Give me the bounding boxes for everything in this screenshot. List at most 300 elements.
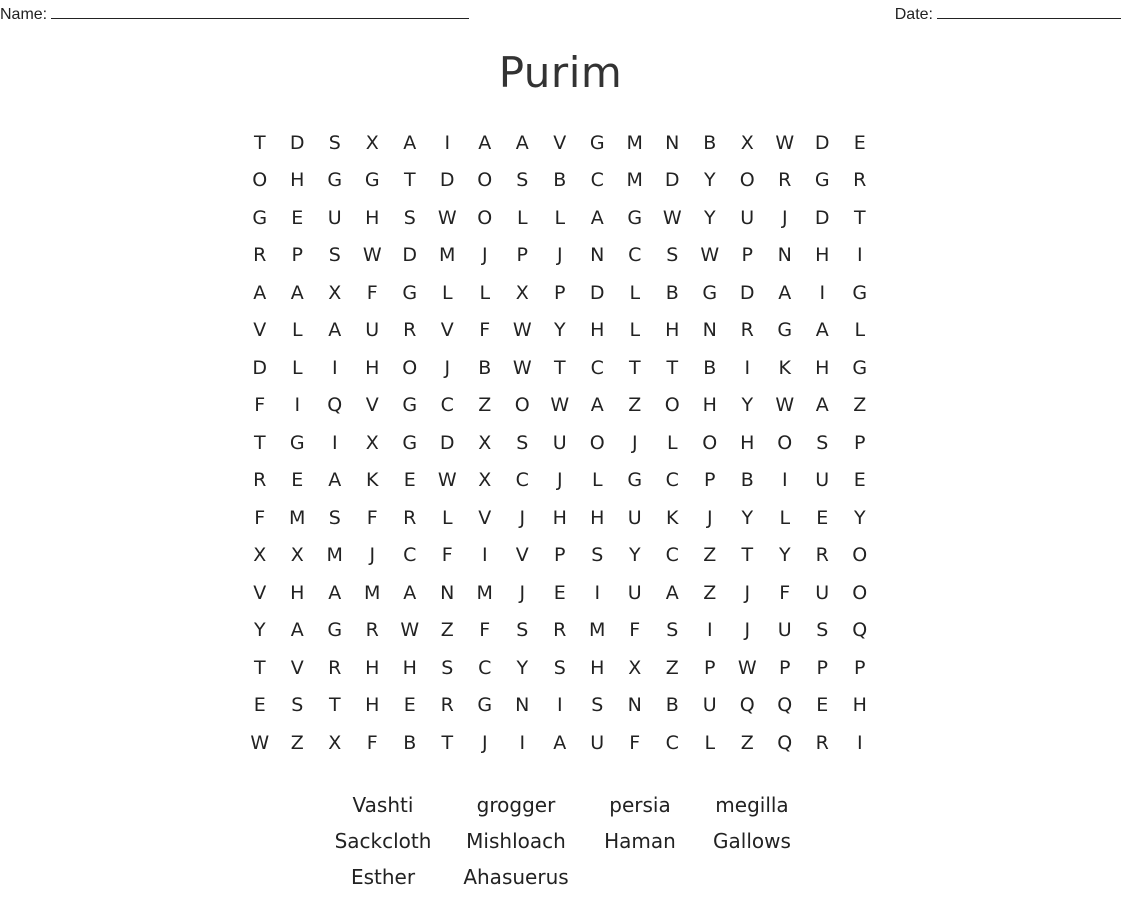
- grid-cell: F: [366, 281, 378, 304]
- grid-cell: J: [519, 581, 526, 604]
- grid-cell: M: [626, 131, 643, 154]
- word-list-item: Haman: [604, 829, 676, 853]
- grid-cell: K: [366, 469, 379, 492]
- grid-cell: K: [778, 356, 791, 379]
- grid-cell: Z: [665, 656, 679, 679]
- word-list-item: persia: [609, 793, 671, 817]
- grid-cell: J: [781, 206, 788, 229]
- grid-cell: U: [740, 206, 755, 229]
- grid-cell: G: [364, 169, 380, 192]
- grid-cell: G: [777, 319, 793, 342]
- grid-cell: S: [516, 431, 529, 454]
- grid-cell: I: [856, 244, 863, 267]
- name-blank[interactable]: [51, 4, 469, 19]
- grid-cell: I: [519, 731, 526, 754]
- grid-cell: T: [253, 656, 266, 679]
- grid-cell: J: [556, 469, 563, 492]
- grid-cell: I: [331, 431, 338, 454]
- grid-cell: N: [665, 131, 680, 154]
- grid-cell: I: [706, 619, 713, 642]
- grid-cell: R: [440, 694, 454, 717]
- grid-cell: W: [400, 619, 420, 642]
- grid-cell: E: [853, 469, 866, 492]
- grid-cell: C: [440, 394, 454, 417]
- grid-cell: D: [664, 169, 680, 192]
- grid-cell: R: [740, 319, 754, 342]
- name-label: Name:: [0, 6, 48, 23]
- grid-cell: S: [441, 656, 454, 679]
- grid-cell: Z: [478, 394, 492, 417]
- word-list-item: Esther: [350, 865, 416, 889]
- grid-cell: F: [366, 506, 378, 529]
- grid-cell: A: [553, 731, 567, 754]
- grid-cell: K: [666, 506, 679, 529]
- grid-cell: Y: [628, 544, 641, 567]
- grid-cell: W: [550, 394, 570, 417]
- grid-cell: U: [777, 619, 792, 642]
- grid-cell: P: [554, 281, 566, 304]
- grid-cell: J: [444, 356, 451, 379]
- grid-cell: J: [519, 506, 526, 529]
- grid-cell: Q: [777, 731, 793, 754]
- grid-cell: X: [478, 431, 492, 454]
- grid-cell: P: [854, 431, 866, 454]
- grid-cell: U: [365, 319, 380, 342]
- grid-cell: A: [515, 131, 529, 154]
- grid-cell: N: [440, 581, 455, 604]
- grid-cell: S: [516, 619, 529, 642]
- grid-cell: V: [253, 581, 267, 604]
- grid-cell: S: [591, 544, 604, 567]
- grid-cell: U: [815, 581, 830, 604]
- grid-cell: T: [741, 544, 754, 567]
- grid-cell: C: [515, 469, 529, 492]
- grid-cell: Z: [740, 731, 754, 754]
- grid-cell: N: [515, 694, 530, 717]
- grid-cell: S: [816, 431, 829, 454]
- grid-cell: X: [328, 731, 342, 754]
- grid-cell: A: [290, 619, 304, 642]
- grid-cell: X: [253, 544, 267, 567]
- grid-cell: I: [594, 581, 601, 604]
- grid-cell: Y: [741, 506, 754, 529]
- grid-cell: X: [365, 131, 379, 154]
- grid-cell: V: [253, 319, 267, 342]
- word-list-item: grogger: [476, 793, 556, 817]
- grid-cell: E: [816, 694, 829, 717]
- grid-cell: I: [331, 356, 338, 379]
- grid-cell: W: [362, 244, 382, 267]
- grid-cell: H: [852, 694, 867, 717]
- grid-cell: N: [627, 694, 642, 717]
- grid-cell: G: [327, 169, 343, 192]
- grid-cell: S: [666, 619, 679, 642]
- grid-cell: L: [441, 281, 453, 304]
- grid-cell: M: [289, 506, 306, 529]
- grid-cell: S: [291, 694, 304, 717]
- grid-cell: I: [819, 281, 826, 304]
- grid-cell: O: [739, 169, 755, 192]
- grid-cell: F: [254, 394, 266, 417]
- grid-cell: J: [706, 506, 713, 529]
- grid-cell: J: [369, 544, 376, 567]
- grid-cell: A: [403, 131, 417, 154]
- grid-cell: O: [402, 356, 418, 379]
- grid-cell: Q: [852, 619, 868, 642]
- date-label: Date:: [894, 6, 933, 23]
- grid-cell: V: [478, 506, 492, 529]
- grid-cell: R: [853, 169, 867, 192]
- grid-cell: T: [253, 431, 266, 454]
- grid-cell: D: [439, 431, 455, 454]
- grid-cell: P: [291, 244, 303, 267]
- grid-cell: A: [665, 581, 679, 604]
- grid-cell: R: [778, 169, 792, 192]
- grid-cell: F: [366, 731, 378, 754]
- grid-cell: V: [365, 394, 379, 417]
- grid-cell: R: [365, 619, 379, 642]
- grid-cell: D: [739, 281, 755, 304]
- grid-cell: E: [253, 694, 266, 717]
- grid-cell: H: [552, 506, 567, 529]
- grid-cell: H: [365, 656, 380, 679]
- grid-cell: P: [516, 244, 528, 267]
- grid-cell: H: [290, 169, 305, 192]
- grid-cell: J: [744, 581, 751, 604]
- grid-cell: B: [665, 694, 679, 717]
- grid-cell: J: [481, 731, 488, 754]
- grid-cell: E: [816, 506, 829, 529]
- word-list-item: Gallows: [713, 829, 791, 853]
- grid-cell: W: [700, 244, 720, 267]
- grid-cell: B: [740, 469, 754, 492]
- grid-cell: C: [478, 656, 492, 679]
- grid-cell: I: [781, 469, 788, 492]
- grid-cell: L: [554, 206, 566, 229]
- grid-cell: E: [853, 131, 866, 154]
- grid-cell: R: [553, 619, 567, 642]
- grid-cell: X: [328, 281, 342, 304]
- grid-cell: P: [704, 469, 716, 492]
- grid-cell: Y: [253, 619, 266, 642]
- grid-cell: M: [326, 544, 343, 567]
- grid-cell: H: [365, 694, 380, 717]
- grid-cell: C: [590, 356, 604, 379]
- grid-cell: L: [629, 281, 641, 304]
- grid-cell: Z: [853, 394, 867, 417]
- grid-cell: O: [252, 169, 268, 192]
- grid-cell: Q: [739, 694, 755, 717]
- grid-cell: N: [702, 319, 717, 342]
- grid-cell: T: [666, 356, 679, 379]
- grid-cell: A: [815, 319, 829, 342]
- grid-cell: L: [591, 469, 603, 492]
- grid-cell: D: [814, 131, 830, 154]
- grid-cell: F: [479, 319, 491, 342]
- grid-cell: V: [440, 319, 454, 342]
- grid-cell: G: [852, 356, 868, 379]
- grid-cell: W: [775, 131, 795, 154]
- grid-cell: Z: [628, 394, 642, 417]
- grid-cell: I: [744, 356, 751, 379]
- grid-cell: E: [403, 694, 416, 717]
- grid-cell: I: [856, 731, 863, 754]
- grid-cell: T: [403, 169, 416, 192]
- grid-cell: P: [554, 544, 566, 567]
- grid-cell: H: [815, 356, 830, 379]
- grid-cell: U: [590, 731, 605, 754]
- grid-cell: Q: [777, 694, 793, 717]
- grid-cell: T: [628, 356, 641, 379]
- puzzle-grid: [241, 124, 879, 762]
- grid-cell: W: [662, 206, 682, 229]
- grid-cell: G: [627, 206, 643, 229]
- grid-cell: A: [590, 394, 604, 417]
- grid-cell: P: [854, 656, 866, 679]
- grid-cell: Q: [327, 394, 343, 417]
- grid-cell: G: [852, 281, 868, 304]
- grid-cell: G: [252, 206, 268, 229]
- grid-cell: T: [328, 694, 341, 717]
- grid-cell: O: [514, 394, 530, 417]
- grid-cell: O: [477, 206, 493, 229]
- grid-cell: V: [553, 131, 567, 154]
- grid-cell: G: [402, 394, 418, 417]
- grid-cell: H: [590, 319, 605, 342]
- grid-cell: H: [590, 656, 605, 679]
- grid-cell: F: [479, 619, 491, 642]
- grid-cell: A: [403, 581, 417, 604]
- grid-cell: H: [740, 431, 755, 454]
- grid-cell: F: [254, 506, 266, 529]
- grid-cell: G: [589, 131, 605, 154]
- grid-cell: B: [665, 281, 679, 304]
- grid-cell: W: [512, 356, 532, 379]
- grid-cell: Y: [741, 394, 754, 417]
- grid-cell: T: [253, 131, 266, 154]
- grid-cell: A: [290, 281, 304, 304]
- grid-cell: R: [253, 244, 267, 267]
- grid-cell: G: [402, 281, 418, 304]
- grid-cell: A: [253, 281, 267, 304]
- grid-cell: Z: [290, 731, 304, 754]
- grid-cell: C: [590, 169, 604, 192]
- grid-cell: S: [328, 506, 341, 529]
- grid-cell: L: [666, 431, 678, 454]
- grid-cell: R: [328, 656, 342, 679]
- grid-cell: F: [441, 544, 453, 567]
- grid-cell: W: [512, 319, 532, 342]
- grid-cell: S: [553, 656, 566, 679]
- grid-cell: O: [589, 431, 605, 454]
- grid-cell: T: [853, 206, 866, 229]
- grid-cell: S: [328, 244, 341, 267]
- grid-cell: W: [437, 206, 457, 229]
- grid-cell: V: [290, 656, 304, 679]
- grid-cell: C: [665, 544, 679, 567]
- grid-cell: H: [815, 244, 830, 267]
- grid-cell: U: [702, 694, 717, 717]
- grid-cell: O: [852, 544, 868, 567]
- grid-cell: J: [744, 619, 751, 642]
- grid-cell: U: [327, 206, 342, 229]
- grid-cell: L: [479, 281, 491, 304]
- grid-cell: E: [553, 581, 566, 604]
- grid-cell: L: [516, 206, 528, 229]
- grid-cell: H: [702, 394, 717, 417]
- grid-cell: O: [664, 394, 680, 417]
- date-line: [895, 4, 1121, 24]
- grid-cell: Y: [516, 656, 529, 679]
- grid-cell: X: [290, 544, 304, 567]
- grid-cell: C: [665, 469, 679, 492]
- grid-cell: G: [702, 281, 718, 304]
- grid-cell: Y: [703, 206, 716, 229]
- grid-cell: C: [665, 731, 679, 754]
- grid-cell: L: [291, 356, 303, 379]
- grid-cell: B: [703, 356, 717, 379]
- page-title: Purim: [498, 48, 623, 97]
- grid-cell: E: [291, 469, 304, 492]
- grid-cell: S: [591, 694, 604, 717]
- grid-cell: W: [737, 656, 757, 679]
- grid-cell: J: [556, 244, 563, 267]
- word-list: [318, 790, 808, 898]
- grid-cell: Z: [703, 581, 717, 604]
- name-line: [0, 4, 469, 24]
- grid-cell: A: [328, 581, 342, 604]
- grid-cell: D: [814, 206, 830, 229]
- grid-cell: E: [291, 206, 304, 229]
- grid-cell: S: [403, 206, 416, 229]
- grid-cell: M: [439, 244, 456, 267]
- grid-cell: S: [666, 244, 679, 267]
- grid-cell: M: [589, 619, 606, 642]
- grid-cell: P: [779, 656, 791, 679]
- grid-cell: A: [590, 206, 604, 229]
- grid-cell: D: [589, 281, 605, 304]
- grid-cell: U: [815, 469, 830, 492]
- grid-cell: I: [481, 544, 488, 567]
- grid-cell: Z: [440, 619, 454, 642]
- grid-cell: D: [289, 131, 305, 154]
- grid-cell: I: [294, 394, 301, 417]
- grid-cell: H: [590, 506, 605, 529]
- grid-cell: Y: [778, 544, 791, 567]
- grid-cell: H: [365, 356, 380, 379]
- grid-cell: S: [516, 169, 529, 192]
- grid-cell: A: [478, 131, 492, 154]
- grid-cell: A: [328, 469, 342, 492]
- grid-cell: A: [328, 319, 342, 342]
- grid-cell: X: [515, 281, 529, 304]
- grid-cell: P: [704, 656, 716, 679]
- grid-cell: G: [289, 431, 305, 454]
- grid-cell: S: [816, 619, 829, 642]
- word-list-item: Sackcloth: [334, 829, 432, 853]
- grid-cell: P: [816, 656, 828, 679]
- grid-cell: F: [629, 731, 641, 754]
- grid-cell: M: [626, 169, 643, 192]
- grid-cell: G: [402, 431, 418, 454]
- grid-cell: M: [364, 581, 381, 604]
- grid-cell: G: [477, 694, 493, 717]
- grid-cell: X: [628, 656, 642, 679]
- grid-cell: H: [665, 319, 680, 342]
- grid-cell: R: [815, 544, 829, 567]
- grid-cell: X: [478, 469, 492, 492]
- grid-cell: U: [627, 506, 642, 529]
- grid-cell: B: [403, 731, 417, 754]
- grid-cell: I: [444, 131, 451, 154]
- word-list-item: Vashti: [352, 793, 414, 817]
- grid-cell: L: [854, 319, 866, 342]
- grid-cell: O: [852, 581, 868, 604]
- word-list-item: Mishloach: [466, 829, 566, 853]
- grid-cell: B: [553, 169, 567, 192]
- grid-cell: C: [403, 544, 417, 567]
- grid-cell: D: [439, 169, 455, 192]
- date-blank[interactable]: [937, 4, 1121, 19]
- grid-cell: L: [779, 506, 791, 529]
- grid-cell: R: [403, 319, 417, 342]
- grid-cell: W: [250, 731, 270, 754]
- grid-cell: O: [777, 431, 793, 454]
- grid-cell: X: [740, 131, 754, 154]
- grid-cell: Y: [553, 319, 566, 342]
- grid-cell: A: [778, 281, 792, 304]
- grid-cell: L: [629, 319, 641, 342]
- grid-cell: M: [476, 581, 493, 604]
- grid-cell: A: [815, 394, 829, 417]
- grid-cell: J: [631, 431, 638, 454]
- grid-cell: Y: [853, 506, 866, 529]
- grid-cell: G: [627, 469, 643, 492]
- grid-cell: L: [704, 731, 716, 754]
- grid-cell: O: [477, 169, 493, 192]
- grid-cell: S: [328, 131, 341, 154]
- grid-cell: R: [253, 469, 267, 492]
- grid-cell: U: [627, 581, 642, 604]
- grid-cell: P: [741, 244, 753, 267]
- grid-cell: L: [441, 506, 453, 529]
- word-list-item: Ahasuerus: [463, 865, 569, 889]
- grid-cell: N: [777, 244, 792, 267]
- word-list-item: megilla: [715, 793, 789, 817]
- grid-cell: B: [478, 356, 492, 379]
- grid-cell: Z: [703, 544, 717, 567]
- grid-cell: L: [291, 319, 303, 342]
- grid-cell: F: [779, 581, 791, 604]
- grid-cell: G: [327, 619, 343, 642]
- grid-cell: W: [775, 394, 795, 417]
- grid-cell: H: [290, 581, 305, 604]
- grid-cell: C: [628, 244, 642, 267]
- grid-cell: I: [556, 694, 563, 717]
- grid-cell: H: [365, 206, 380, 229]
- grid-cell: R: [815, 731, 829, 754]
- grid-cell: B: [703, 131, 717, 154]
- grid-cell: T: [553, 356, 566, 379]
- grid-cell: O: [702, 431, 718, 454]
- grid-cell: V: [515, 544, 529, 567]
- grid-cell: Y: [703, 169, 716, 192]
- grid-cell: E: [403, 469, 416, 492]
- grid-cell: D: [252, 356, 268, 379]
- grid-cell: X: [365, 431, 379, 454]
- grid-cell: R: [403, 506, 417, 529]
- grid-cell: W: [437, 469, 457, 492]
